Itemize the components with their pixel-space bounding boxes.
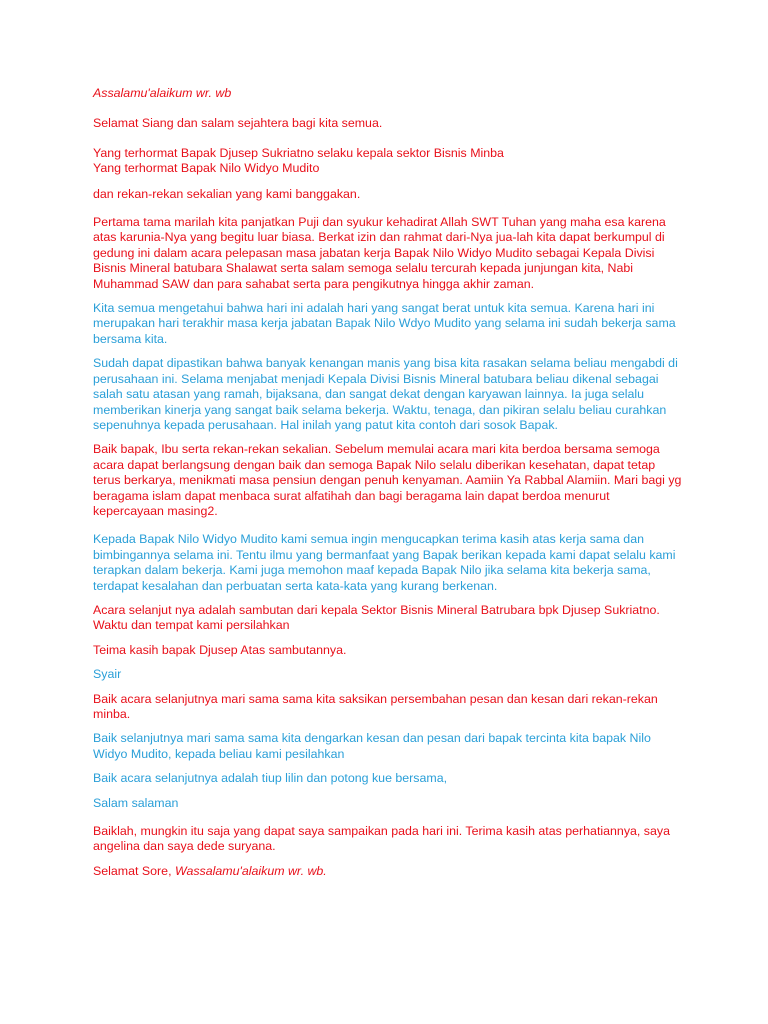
address-line-1: Yang terhormat Bapak Djusep Sukriatno selaku kepala sektor Bisnis Minba: [93, 145, 504, 160]
paragraph-prayer: Baik bapak, Ibu serta rekan-rekan sekalian. Sebelum memulai acara mari kita berdoa bersama semoga acara dapat berlangsung dengan baik dan semoga Bapak Nilo selalu diberikan kesehatan, dapat tetap terus berkarya, menikmati masa pensiun dengan penuh kenyaman. Aamiin Ya Rabbal Alamiin. Mari bagi yg beragama islam dapat menbaca surat alfatihah dan bagi beragama lain dapat berdoa menurut kepercayaan masing2.: [93, 442, 682, 518]
paragraph-cake: Baik acara selanjutnya adalah tiup lilin dan potong kue bersama,: [93, 771, 448, 786]
greeting: Assalamu'alaikum wr. wb: [93, 86, 232, 100]
opening-line: Selamat Siang dan salam sejahtera bagi kita semua.: [93, 116, 383, 131]
paragraph-speech: Acara selanjut nya adalah sambutan dari kepala Sektor Bisnis Mineral Batrubara bpk Djusep Sukriatno. Waktu dan tempat kami persilahkan: [93, 602, 660, 633]
paragraph-thanks: Kepada Bapak Nilo Widyo Mudito kami semua ingin mengucapkan terima kasih atas kerja sama dan bimbingannya selama ini. Tentu ilmu yang bermanfaat yang Bapak berikan kepada kami dapat selalu kami terapkan dalam bekerja. Kami juga memohon maaf kepada Bapak Nilo jika selama kita bekerja sama, terdapat kesalahan dan perbuatan serta kata-kata yang kurang berkenan.: [93, 532, 676, 593]
closing-salam: Wassalamu'alaikum wr. wb.: [174, 863, 327, 878]
paragraph-nilo-message: Baik selanjutnya mari sama sama kita dengarkan kesan dan pesan dari bapak tercinta kita bapak Nilo Widyo Mudito, kepada beliau kami pesilahkan: [93, 731, 651, 761]
closing-greeting: Selamat Sore,: [93, 863, 175, 878]
closing-line: [93, 864, 683, 879]
paragraph-memories: Sudah dapat dipastikan bahwa banyak kenangan manis yang bisa kita rasakan selama beliau mengabdi di perusahaan ini. Selama menjabat menjadi Kepala Divisi Bisnis Mineral batubara beliau dikenal sebagai salah satu atasan yang ramah, bijaksana, dan sangat dekat dengan karyawan lainnya. Ia juga selalu memberikan kinerja yang sangat baik selama bekerja. Waktu, tenaga, dan pikiran selalu beliau curahkan sepenuhnya kepada perusahaan. Hal inilah yang patut kita contoh dari sosok Bapak.: [93, 356, 678, 432]
paragraph-syair: Syair: [93, 667, 122, 682]
paragraph-thanks-speech: Teima kasih bapak Djusep Atas sambutannya.: [93, 642, 347, 657]
address-line-2: Yang terhormat Bapak Nilo Widyo Mudito: [93, 161, 320, 176]
address-line-3: dan rekan-rekan sekalian yang kami banggakan.: [93, 186, 361, 201]
paragraph-handshake: Salam salaman: [93, 795, 179, 810]
document-page: [93, 86, 683, 879]
paragraph-opening-prayer: Pertama tama marilah kita panjatkan Puji dan syukur kehadirat Allah SWT Tuhan yang maha esa karena atas karunia-Nya yang begitu luar biasa. Berkat izin dan rahmat dari-Nya jua-lah kita dapat berkumpul di gedung ini dalam acara pelepasan masa jabatan kerja Bapak Nilo Widyo Mudito sebagai Kepala Divisi Bisnis Mineral batubara Shalawat serta salam semoga selalu tercurah kepada junjungan kita, Nabi Muhammad SAW dan para sahabat serta para pengikutnya hingga akhir zaman.: [93, 215, 666, 291]
paragraph-colleagues-message: Baik acara selanjutnya mari sama sama kita saksikan persembahan pesan dan kesan dari rekan-rekan minba.: [93, 691, 658, 721]
paragraph-closing: Baiklah, mungkin itu saja yang dapat saya sampaikan pada hari ini. Terima kasih atas perhatiannya, saya angelina dan saya dede suryana.: [93, 824, 670, 854]
paragraph-last-day: Kita semua mengetahui bahwa hari ini adalah hari yang sangat berat untuk kita semua. Karena hari ini merupakan hari terakhir masa kerja jabatan Bapak Nilo Wdyo Mudito yang selama ini sudah bekerja sama bersama kita.: [93, 301, 676, 346]
